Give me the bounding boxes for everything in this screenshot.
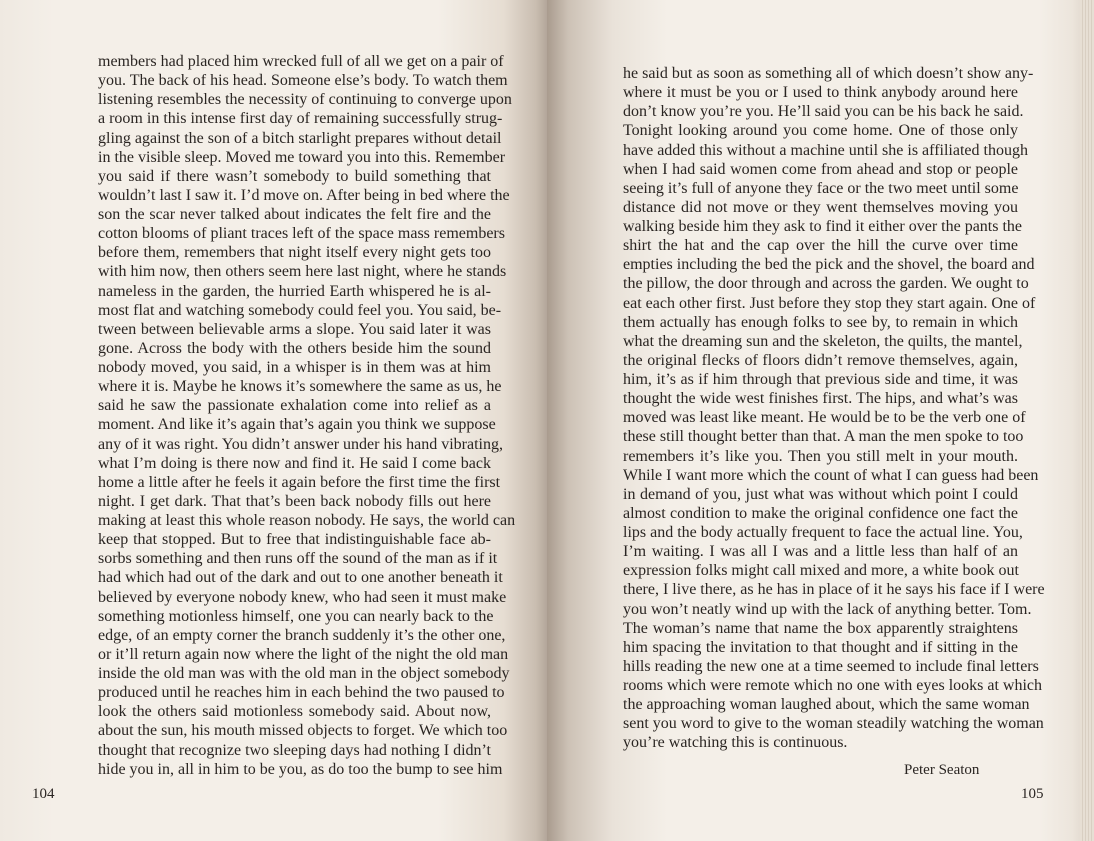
- text-line: what the dreaming sun and the skeleton, the quilts, the mantel,: [623, 332, 1023, 350]
- text-line: something motionless himself, one you can nearly back to the: [98, 607, 494, 625]
- text-line: with him now, then others seem here last night, where he stands: [98, 263, 507, 281]
- text-line: about the sun, his mouth missed objects to forget. We which too: [98, 722, 508, 740]
- text-line: gling against the son of a bitch starlight prepares without detail: [98, 129, 502, 147]
- text-line: in the visible sleep. Moved me toward you into this. Remember: [98, 148, 506, 166]
- text-line: moment. And like it’s again that’s again you think we suppose: [98, 416, 496, 434]
- text-line: remembers it’s like you. Then you still melt in your mouth.: [623, 447, 1018, 465]
- right-page-number: 105: [1021, 786, 1044, 802]
- text-line: home a little after he feels it again before the first time the first: [98, 473, 501, 491]
- left-page-number: 104: [32, 786, 55, 802]
- text-line: when I had said women come from ahead and stop or people: [623, 160, 1018, 178]
- text-line: night. I get dark. That that’s been back nobody fills out here: [98, 492, 491, 510]
- text-line: listening resembles the necessity of continuing to converge upon: [98, 91, 512, 109]
- text-line: cotton blooms of pliant traces left of the space mass remembers: [98, 225, 505, 243]
- text-line: where it is. Maybe he knows it’s somewhere the same as us, he: [98, 378, 502, 396]
- text-line: you said if there wasn’t somebody to build something that: [98, 167, 491, 185]
- text-line: hills reading the new one at a time seemed to include final letters: [623, 657, 1039, 675]
- text-line: believed by everyone nobody knew, who had seen it must make: [98, 588, 507, 606]
- text-line: or it’ll return again now where the light of the night the old man: [98, 645, 509, 663]
- text-line: the original flecks of floors didn’t remove themselves, again,: [623, 351, 1018, 369]
- text-line: keep that stopped. But to free that indistinguishable face ab-: [98, 531, 491, 549]
- text-line: don’t know you’re you. He’ll said you can be his back he said.: [623, 103, 1024, 121]
- right-page-text: [623, 64, 1045, 753]
- text-line: edge, of an empty corner the branch suddenly it’s the other one,: [98, 626, 506, 644]
- text-line: you won’t neatly wind up with the lack of anything better. Tom.: [623, 600, 1032, 618]
- text-line: wouldn’t last I saw it. I’d move on. After being in bed where the: [98, 186, 510, 204]
- text-line: nobody moved, you said, in a whisper is in them was at him: [98, 359, 491, 376]
- text-line: the pillow, the door through and across the garden. We ought to: [623, 275, 1029, 293]
- text-line: said he saw the passionate exhalation come into relief as a: [98, 397, 491, 415]
- text-line: the approaching woman laughed about, which the same woman: [623, 696, 1030, 714]
- text-line: eat each other first. Just before they stop they start again. One of: [623, 294, 1036, 312]
- text-line: moved was least like meant. He would be to be the verb one of: [623, 409, 1026, 427]
- text-line: walking beside him they ask to find it either over the pants the: [623, 218, 1023, 235]
- text-line: him, it’s as if him through that previous side and time, it was: [623, 371, 1018, 388]
- text-line: distance did not move or they went themselves moving you: [623, 198, 1018, 216]
- text-line: them actually has enough folks to see by, to remain in which: [623, 313, 1018, 331]
- text-line: gone. Across the body with the others beside him the sound: [98, 339, 491, 357]
- text-line: you. The back of his head. Someone else’s body. To watch them: [98, 72, 508, 90]
- text-line: inside the old man was with the old man in the object somebody: [98, 665, 510, 682]
- text-line: making at least this whole reason nobody. He says, the world can: [98, 512, 516, 529]
- text-line: where it must be you or I used to think anybody around here: [623, 84, 1018, 102]
- text-line: The woman’s name that name the box apparently straightens: [623, 619, 1018, 637]
- text-line: sorbs something and then runs off the sound of the man as if it: [98, 550, 498, 568]
- page-edges: [1080, 0, 1094, 841]
- text-line: shirt the hat and the cap over the hill the curve over time: [623, 237, 1018, 255]
- text-line: there, I live there, as he has in place of it he says his face if I were: [623, 581, 1045, 599]
- text-line: I’m waiting. I was all I was and a little less than half of an: [623, 543, 1018, 561]
- text-line: tween between believable arms a slope. You said later it was: [98, 320, 491, 338]
- right-page: [547, 0, 1094, 841]
- text-line: son the scar never talked about indicates the felt fire and the: [98, 206, 491, 223]
- text-line: seeing it’s full of anyone they face or the two meet until some: [623, 179, 1019, 197]
- text-line: members had placed him wrecked full of all we get on a pair of: [98, 53, 504, 70]
- text-line: what I’m doing is there now and find it. He said I come back: [98, 454, 491, 472]
- text-line: look the others said motionless somebody said. About now,: [98, 703, 491, 721]
- text-line: any of it was right. You didn’t answer under his hand vibrating,: [98, 435, 503, 453]
- text-line: thought the wide west finishes first. The hips, and what’s was: [623, 390, 1018, 408]
- text-line: Tonight looking around you come home. One of those only: [623, 122, 1018, 140]
- text-line: have added this without a machine until she is affiliated though: [623, 141, 1028, 159]
- text-line: almost condition to make the original confidence one fact the: [623, 504, 1018, 522]
- text-line: rooms which were remote which no one with eyes looks at which: [623, 677, 1043, 694]
- text-line: hide you in, all in him to be you, as do too the bump to see him: [98, 760, 503, 778]
- text-line: most flat and watching somebody could feel you. You said, be-: [98, 301, 502, 319]
- text-line: expression folks might call mixed and more, a white book out: [623, 562, 1019, 580]
- text-line: you’re watching this is continuous.: [623, 734, 848, 752]
- text-line: a room in this intense first day of remaining successfully strug-: [98, 110, 503, 128]
- text-line: produced until he reaches him in each behind the two paused to: [98, 684, 505, 702]
- text-line: nameless in the garden, the hurried Earth whispered he is al-: [98, 282, 491, 300]
- text-line: before them, remembers that night itself every night gets too: [98, 244, 491, 262]
- left-page-text: [98, 52, 516, 779]
- text-line: While I want more which the count of what I can guess had been: [623, 466, 1039, 484]
- text-line: sent you word to give to the woman steadily watching the woman: [623, 715, 1044, 733]
- text-line: in demand of you, just what was without which point I could: [623, 485, 1018, 503]
- text-line: thought that recognize two sleeping days had nothing I didn’t: [98, 741, 491, 759]
- text-line: he said but as soon as something all of which doesn’t show any-: [623, 65, 1034, 82]
- author-signature: Peter Seaton: [904, 762, 980, 778]
- text-line: had which had out of the dark and out to one another beneath it: [98, 569, 503, 587]
- text-line: lips and the body actually frequent to face the actual line. You,: [623, 524, 1023, 541]
- text-line: him spacing the invitation to that thought and if sitting in the: [623, 638, 1018, 656]
- text-line: these still thought better than that. A man the men spoke to too: [623, 428, 1024, 446]
- text-line: empties including the bed the pick and the shovel, the board and: [623, 256, 1035, 274]
